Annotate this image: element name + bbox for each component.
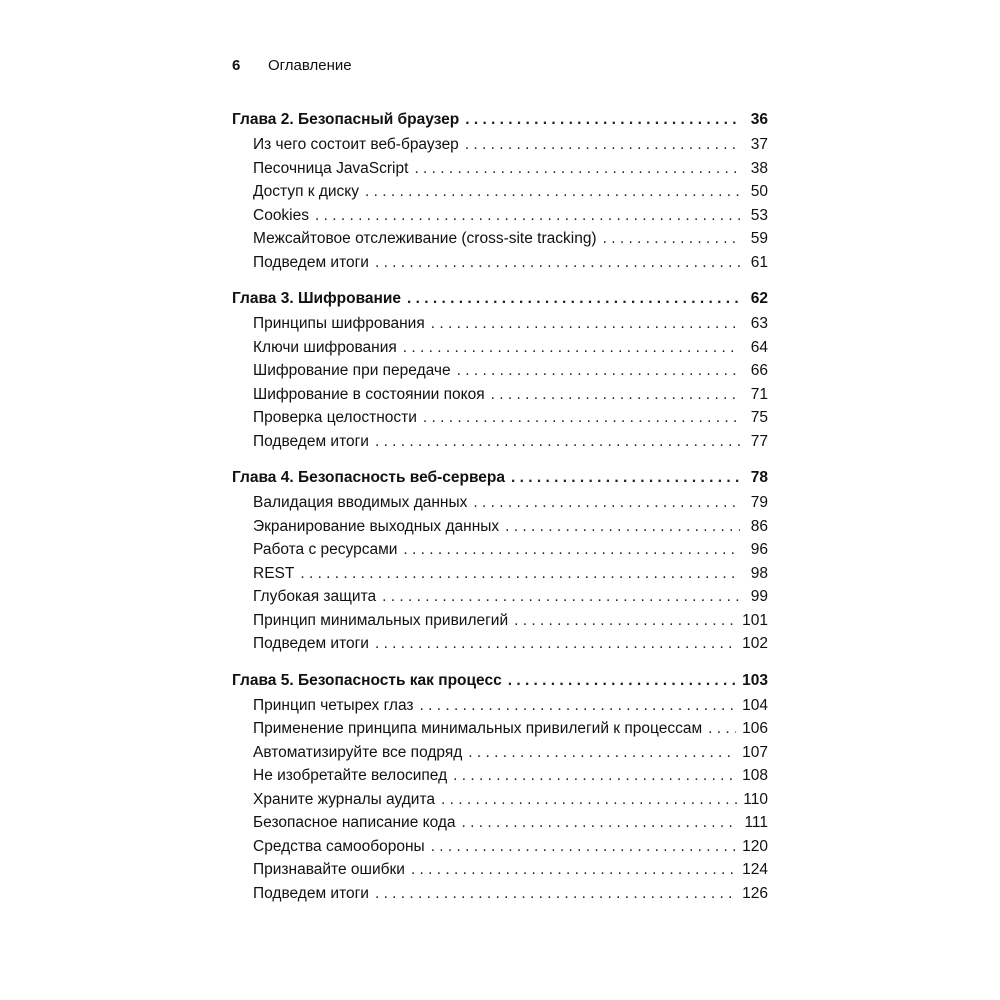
dot-leader xyxy=(375,882,736,906)
dot-leader xyxy=(423,406,740,430)
toc-section-entry-page-number: 86 xyxy=(750,517,768,535)
toc-section-entry-title: Принцип четырех глаз xyxy=(253,696,414,714)
toc-section-entry[interactable] xyxy=(232,788,768,812)
dot-leader xyxy=(453,764,736,788)
toc-chapter-entry-page-number: 62 xyxy=(750,290,768,307)
dot-leader xyxy=(382,585,740,609)
toc-section-entry-page-number: 108 xyxy=(742,767,768,784)
dot-leader xyxy=(508,668,736,693)
running-head xyxy=(232,57,352,74)
toc-section-entry-title: Проверка целостности xyxy=(253,409,417,426)
toc-chapter xyxy=(232,286,768,453)
toc-chapter-entry-title: Глава 2. Безопасный браузер xyxy=(232,111,460,128)
toc-section-entry-title: Песочница JavaScript xyxy=(253,159,409,177)
toc-section-entry-page-number: 79 xyxy=(750,494,768,511)
toc-section-entry-title: Не изобретайте велосипед xyxy=(253,767,448,784)
toc-section-entry[interactable] xyxy=(232,609,768,633)
toc-section-entry-page-number: 99 xyxy=(750,588,768,605)
toc-section-entry-page-number: 98 xyxy=(750,564,768,582)
toc-section-entry-page-number: 64 xyxy=(750,338,768,356)
running-title: Оглавление xyxy=(268,57,352,74)
dot-leader xyxy=(468,741,736,765)
toc-section-entry[interactable] xyxy=(232,251,768,275)
dot-leader xyxy=(300,562,740,586)
toc-section-entry[interactable] xyxy=(232,515,768,539)
toc-section-entry[interactable] xyxy=(232,406,768,430)
dot-leader xyxy=(365,180,740,204)
toc-section-entry[interactable] xyxy=(232,204,768,228)
toc-section-entry[interactable] xyxy=(232,562,768,586)
dot-leader xyxy=(431,835,736,859)
toc-chapter-entry[interactable] xyxy=(232,107,768,132)
toc-section-entry-page-number: 61 xyxy=(750,253,768,271)
dot-leader xyxy=(465,133,740,157)
toc-section-entry-title: Ключи шифрования xyxy=(253,338,397,356)
toc-chapter-entry[interactable] xyxy=(232,668,768,693)
toc-chapter-entry-title: Глава 5. Безопасность как процесс xyxy=(232,671,502,689)
toc-chapter xyxy=(232,668,768,906)
toc-section-entry[interactable] xyxy=(232,858,768,882)
toc-chapter xyxy=(232,107,768,274)
toc-section-entry-title: Cookies xyxy=(253,206,309,224)
toc-section-entry-page-number: 124 xyxy=(742,861,768,878)
toc-section-entry[interactable] xyxy=(232,336,768,360)
toc-section-entry-page-number: 37 xyxy=(750,136,768,153)
toc-section-entry[interactable] xyxy=(232,835,768,859)
toc-section-entry-title: Признавайте ошибки xyxy=(253,861,405,878)
dot-leader xyxy=(431,312,740,336)
dot-leader xyxy=(514,609,736,633)
toc-section-entry[interactable] xyxy=(232,585,768,609)
toc-section-entry-page-number: 53 xyxy=(750,206,768,224)
toc-section-entry-page-number: 38 xyxy=(750,159,768,177)
toc-section-entry[interactable] xyxy=(232,312,768,336)
page-number: 6 xyxy=(232,57,241,74)
toc-section-entry[interactable] xyxy=(232,538,768,562)
toc-section-entry-title: Подведем итоги xyxy=(253,635,369,652)
toc-chapter xyxy=(232,465,768,656)
toc-section-entry[interactable] xyxy=(232,632,768,656)
toc-section-entry[interactable] xyxy=(232,491,768,515)
toc-section-entry[interactable] xyxy=(232,157,768,181)
toc-section-entry[interactable] xyxy=(232,359,768,383)
toc-section-entry-page-number: 50 xyxy=(750,183,768,200)
dot-leader xyxy=(491,383,740,407)
toc-section-entry-page-number: 59 xyxy=(750,230,768,247)
toc-section-entry-title: Подведем итоги xyxy=(253,432,369,450)
toc-section-entry-title: Экранирование выходных данных xyxy=(253,517,500,535)
toc-section-entry-page-number: 110 xyxy=(743,790,768,808)
toc-section-entry-page-number: 63 xyxy=(750,315,768,332)
toc-section-entry[interactable] xyxy=(232,764,768,788)
toc-section-entry-title: REST xyxy=(253,564,295,582)
toc-section-entry-page-number: 66 xyxy=(750,362,768,379)
dot-leader xyxy=(462,811,739,835)
toc-section-entry-page-number: 111 xyxy=(744,814,768,831)
dot-leader xyxy=(315,204,740,228)
toc-section-entry-title: Межсайтовое отслеживание (cross-site tracking) xyxy=(253,230,597,247)
dot-leader xyxy=(375,430,740,454)
toc-chapter-entry-title: Глава 3. Шифрование xyxy=(232,290,402,307)
toc-chapter-entry[interactable] xyxy=(232,465,768,490)
dot-leader xyxy=(403,336,740,360)
toc-section-entry-page-number: 77 xyxy=(750,432,768,450)
dot-leader xyxy=(473,491,740,515)
toc-section-entry-title: Безопасное написание кода xyxy=(253,814,456,831)
toc-chapter-entry-page-number: 78 xyxy=(750,469,768,486)
toc-section-entry[interactable] xyxy=(232,383,768,407)
toc-section-entry-title: Из чего состоит веб-браузер xyxy=(253,136,459,153)
dot-leader xyxy=(375,251,740,275)
dot-leader xyxy=(420,694,737,718)
toc-section-entry-page-number: 106 xyxy=(742,720,768,737)
dot-leader xyxy=(603,227,740,251)
dot-leader xyxy=(457,359,740,383)
toc-section-entry-page-number: 107 xyxy=(742,743,768,761)
toc-section-entry-page-number: 102 xyxy=(742,635,768,652)
dot-leader xyxy=(407,286,740,311)
dot-leader xyxy=(505,515,740,539)
toc-section-entry[interactable] xyxy=(232,694,768,718)
toc-section-entry-page-number: 104 xyxy=(742,696,768,714)
table-of-contents xyxy=(232,107,768,917)
toc-section-entry-page-number: 126 xyxy=(742,884,768,902)
dot-leader xyxy=(708,717,736,741)
toc-section-entry-title: Принципы шифрования xyxy=(253,315,425,332)
toc-section-entry-page-number: 120 xyxy=(742,837,768,855)
toc-chapter-entry-title: Глава 4. Безопасность веб-сервера xyxy=(232,469,506,486)
dot-leader xyxy=(411,858,736,882)
toc-section-entry[interactable] xyxy=(232,741,768,765)
toc-section-entry-page-number: 96 xyxy=(750,541,768,558)
toc-section-entry-title: Автоматизируйте все подряд xyxy=(253,743,463,761)
dot-leader xyxy=(403,538,740,562)
toc-section-entry-title: Принцип минимальных привилегий xyxy=(253,611,509,629)
dot-leader xyxy=(375,632,736,656)
toc-section-entry-title: Подведем итоги xyxy=(253,253,369,271)
toc-section-entry[interactable] xyxy=(232,430,768,454)
dot-leader xyxy=(441,788,737,812)
toc-section-entry-title: Храните журналы аудита xyxy=(253,790,435,808)
toc-section-entry[interactable] xyxy=(232,227,768,251)
toc-section-entry-title: Шифрование при передаче xyxy=(253,362,451,379)
toc-chapter-entry[interactable] xyxy=(232,286,768,311)
toc-section-entry-title: Подведем итоги xyxy=(253,884,369,902)
toc-section-entry[interactable] xyxy=(232,882,768,906)
toc-section-entry[interactable] xyxy=(232,811,768,835)
toc-section-entry-title: Шифрование в состоянии покоя xyxy=(253,385,485,403)
toc-section-entry[interactable] xyxy=(232,717,768,741)
toc-section-entry-page-number: 75 xyxy=(750,409,768,426)
toc-chapter-entry-page-number: 103 xyxy=(742,671,768,689)
dot-leader xyxy=(511,465,740,490)
dot-leader xyxy=(465,107,740,132)
dot-leader xyxy=(414,157,740,181)
toc-section-entry-page-number: 101 xyxy=(742,611,768,629)
toc-section-entry[interactable] xyxy=(232,133,768,157)
toc-section-entry-page-number: 71 xyxy=(750,385,768,403)
toc-section-entry-title: Средства самообороны xyxy=(253,837,425,855)
toc-chapter-entry-page-number: 36 xyxy=(750,111,768,128)
toc-section-entry[interactable] xyxy=(232,180,768,204)
toc-section-entry-title: Доступ к диску xyxy=(253,183,360,200)
toc-section-entry-title: Работа с ресурсами xyxy=(253,541,398,558)
toc-section-entry-title: Глубокая защита xyxy=(253,588,377,605)
toc-section-entry-title: Валидация вводимых данных xyxy=(253,494,468,511)
toc-section-entry-title: Применение принципа минимальных привилегий к процессам xyxy=(253,720,703,737)
